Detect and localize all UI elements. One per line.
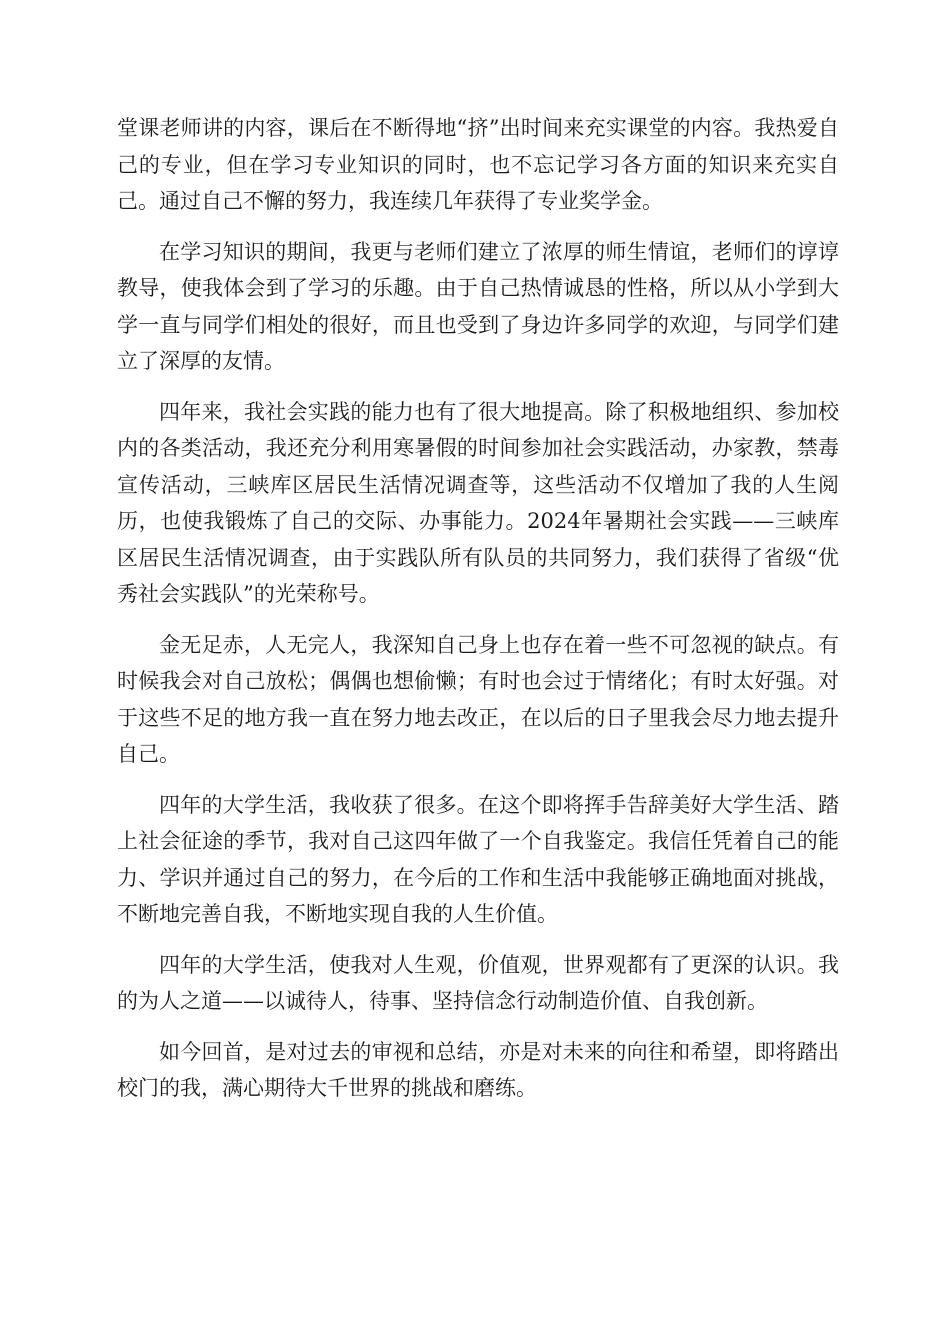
paragraph-looking-back: 如今回首，是对过去的审视和总结，亦是对未来的向往和希望，即将踏出校门的我，满心期待大千世界的挑战和磨练。 xyxy=(117,1039,839,1100)
document-page xyxy=(117,110,839,1121)
paragraph-self-assessment: 四年的大学生活，我收获了很多。在这个即将挥手告辞美好大学生活、踏上社会征途的季节，我对自己这四年做了一个自我鉴定。我信任凭着自己的能力、学识并通过自己的努力，在今后的工作和生活中我能够正确地面对挑战，不断地完善自我，不断地实现自我的人生价值。 xyxy=(117,792,839,926)
paragraph-shortcomings: 金无足赤，人无完人，我深知自己身上也存在着一些不可忽视的缺点。有时候我会对自己放松；偶偶也想偷懒；有时也会过于情绪化；有时太好强。对于这些不足的地方我一直在努力地去改正，在以后的日子里我会尽力地去提升自己。 xyxy=(117,632,839,766)
paragraph-social-practice: 四年来，我社会实践的能力也有了很大地提高。除了积极地组织、参加校内的各类活动，我还充分利用寒暑假的时间参加社会实践活动，办家教，禁毒宣传活动，三峡库区居民生活情况调查等，这些活动不仅增加了我的人生阅历，也使我锻炼了自己的交际、办事能力。2024年暑期社会实践——三峡库区居民生活情况调查，由于实践队所有队员的共同努力，我们获得了省级“优秀社会实践队”的光荣称号。 xyxy=(117,399,839,606)
paragraph-continuation: 堂课老师讲的内容，课后在不断得地“挤”出时间来充实课堂的内容。我热爱自己的专业，但在学习专业知识的同时，也不忘记学习各方面的知识来充实自己。通过自己不懈的努力，我连续几年获得了专业奖学金。 xyxy=(117,116,839,213)
paragraph-teacher-relations: 在学习知识的期间，我更与老师们建立了浓厚的师生情谊，老师们的谆谆教导，使我体会到了学习的乐趣。由于自己热情诚恳的性格，所以从小学到大学一直与同学们相处的很好，而且也受到了身边许多同学的欢迎，与同学们建立了深厚的友情。 xyxy=(117,239,839,373)
paragraph-worldview: 四年的大学生活，使我对人生观，价值观，世界观都有了更深的认识。我的为人之道——以诚待人，待事、坚持信念行动制造价值、自我创新。 xyxy=(117,952,839,1013)
